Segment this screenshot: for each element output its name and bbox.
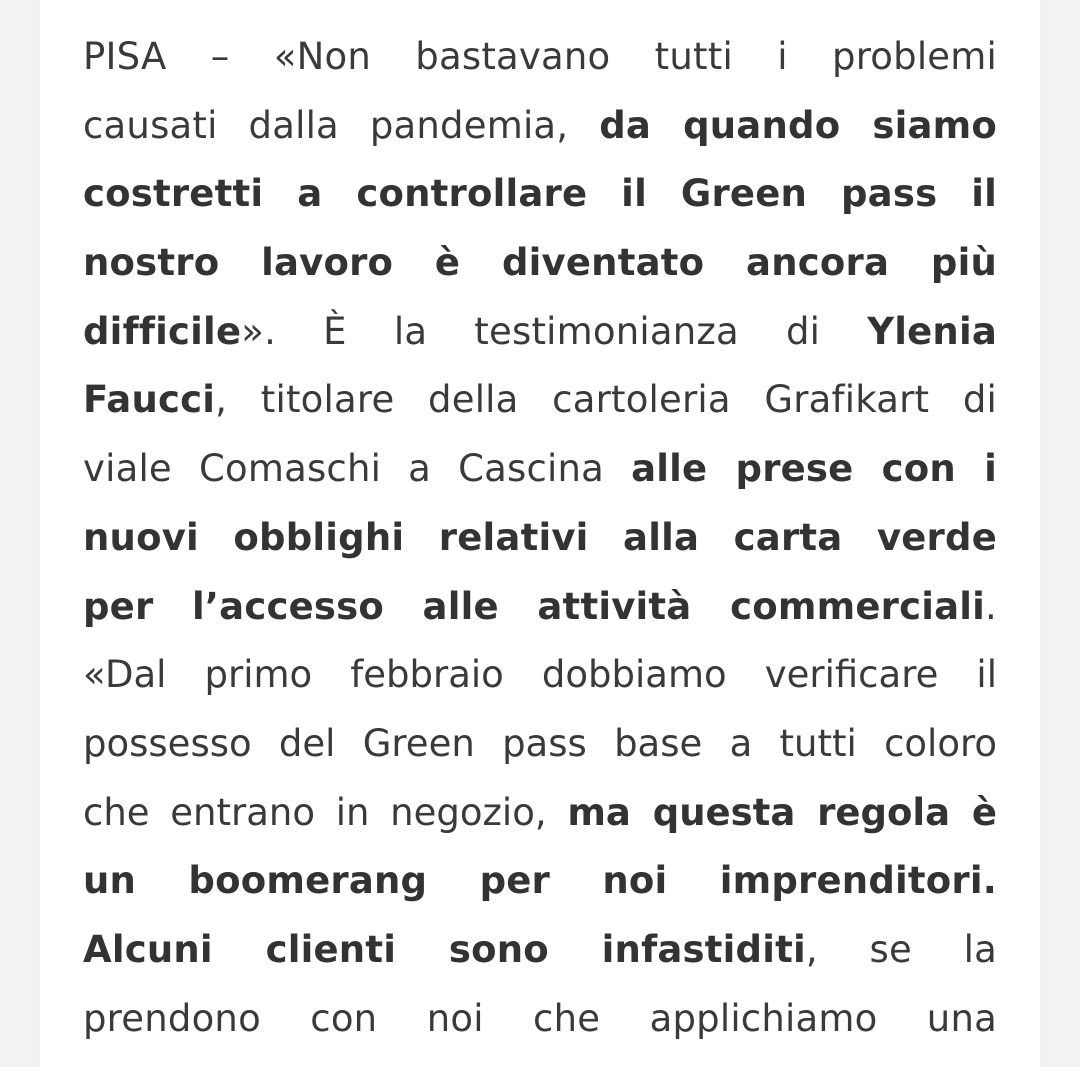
paragraph-line (83, 779, 997, 848)
text-run: PISA – «Non bastavano tutti i problemi (83, 35, 997, 78)
paragraph-line (83, 847, 997, 916)
bold-text-run: da quando siamo (599, 103, 997, 147)
text-run: , se la (805, 927, 997, 971)
text-run: prendono con noi che applichiamo una (83, 996, 997, 1040)
paragraph-line (83, 710, 997, 779)
paragraph-line (83, 160, 997, 229)
text-run: , titolare della cartoleria Grafikart di (215, 378, 997, 422)
bold-text-run: nostro lavoro è diventato ancora più (83, 241, 997, 285)
bold-text-run: Alcuni clienti sono infastiditi (83, 927, 806, 971)
text-run: che entrano in negozio, (83, 790, 568, 834)
text-run: . (985, 584, 997, 628)
bold-text-run: Faucci (83, 378, 216, 422)
bold-text-run: alle prese con i (631, 447, 997, 491)
text-run: causati dalla pandemia, (83, 103, 600, 147)
paragraph-line (83, 23, 997, 92)
paragraph-line (83, 92, 997, 161)
article-paragraph (83, 23, 997, 1053)
text-run: possesso del Green pass base a tutti coloro (83, 721, 997, 765)
bold-text-run: ma questa regola è (567, 790, 997, 834)
text-run: ». È la testimonianza di (241, 309, 868, 353)
text-run: «Dal primo febbraio dobbiamo verificare il (83, 653, 997, 697)
text-run: viale Comaschi a Cascina (83, 447, 632, 491)
paragraph-line (83, 435, 997, 504)
paragraph-line (83, 504, 997, 573)
bold-text-run: costretti a controllare il Green pass il (83, 172, 997, 216)
paragraph-line (83, 366, 997, 435)
bold-text-run: Ylenia (867, 309, 997, 353)
paragraph-line (83, 985, 997, 1054)
paragraph-line (83, 229, 997, 298)
paragraph-line (83, 916, 997, 985)
paragraph-line (83, 573, 997, 642)
paragraph-line (83, 298, 997, 367)
bold-text-run: nuovi obblighi relativi alla carta verde (83, 515, 997, 559)
bold-text-run: per l’accesso alle attività commerciali (83, 584, 986, 628)
article-page (40, 0, 1040, 1067)
bold-text-run: difficile (83, 309, 242, 353)
bold-text-run: un boomerang per noi imprenditori. (83, 859, 997, 903)
paragraph-line (83, 641, 997, 710)
